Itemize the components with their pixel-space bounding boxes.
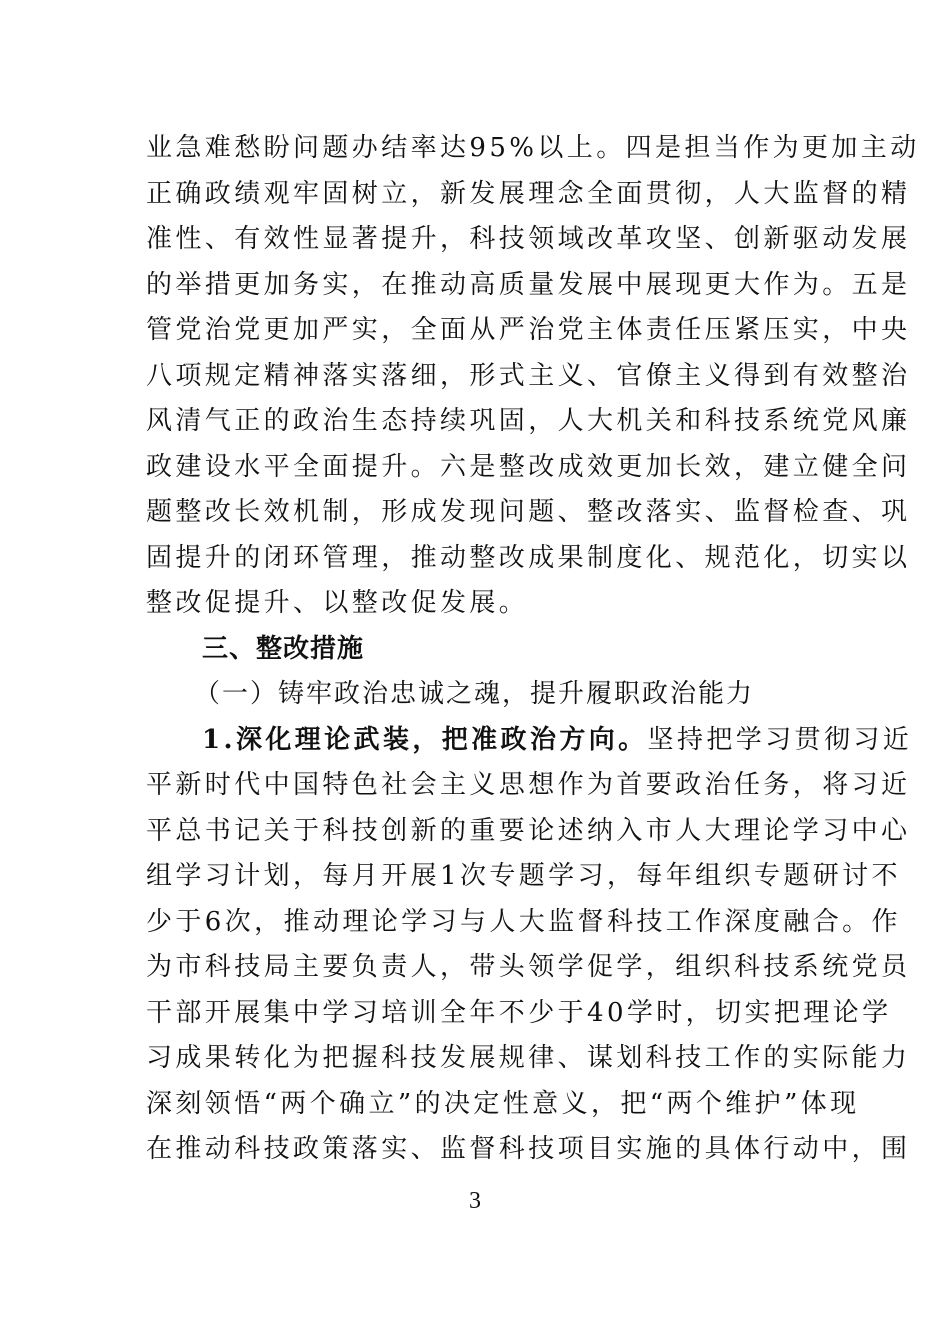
paragraph-line: 深刻领悟“两个确立”的决定性意义，把“两个维护”体现	[146, 1088, 860, 1119]
paragraph-line: 平总书记关于科技创新的重要论述纳入市人大理论学习中心	[146, 815, 911, 846]
paragraph-line: 为市科技局主要负责人，带头领学促学，组织科技系统党员	[146, 952, 911, 982]
item-first-line-text: 坚持把学习贯彻习近	[647, 724, 913, 755]
paragraph-line: 组学习计划，每月开展1次专题学习，每年组织专题研讨不	[146, 861, 901, 891]
paragraph-line: 政建设水平全面提升。六是整改成效更加长效，建立健全问	[146, 451, 911, 482]
paragraph-line: 准性、有效性显著提升，科技领域改革攻坚、创新驱动发展	[146, 224, 911, 254]
paragraph-line: 在推动科技政策落实、监督科技项目实施的具体行动中，围	[146, 1134, 911, 1164]
paragraph-line: 正确政绩观牢固树立，新发展理念全面贯彻，人大监督的精	[146, 178, 911, 209]
paragraph-line: 的举措更加务实，在推动高质量发展中展现更大作为。五是	[146, 269, 911, 300]
section-heading: 三、整改措施	[202, 633, 365, 664]
paragraph-line: 干部开展集中学习培训全年不少于40学时，切实把理论学	[146, 997, 892, 1028]
item-first-line	[146, 718, 913, 764]
paragraph-line: 平新时代中国特色社会主义思想作为首要政治任务，将习近	[146, 770, 911, 800]
paragraph-line: 固提升的闭环管理，推动整改成果制度化、规范化，切实以	[146, 542, 911, 573]
item-bold-title: 1.深化理论武装，把准政治方向。	[202, 724, 648, 755]
paragraph-line: 整改促提升、以整改促发展。	[146, 588, 529, 618]
paragraph-line: 风清气正的政治生态持续巩固，人大机关和科技系统党风廉	[146, 406, 911, 436]
paragraph-line: 题整改长效机制，形成发现问题、整改落实、监督检查、巩	[146, 497, 911, 527]
subsection-heading: （一）铸牢政治忠诚之魂，提升履职政治能力	[194, 679, 755, 709]
paragraph-line: 习成果转化为把握科技发展规律、谋划科技工作的实际能力	[146, 1043, 911, 1073]
paragraph-line: 业急难愁盼问题办结率达95%以上。四是担当作为更加主动	[146, 133, 920, 163]
paragraph-line: 八项规定精神落实落细，形式主义、官僚主义得到有效整治	[146, 360, 911, 391]
paragraph-line: 管党治党更加严实，全面从严治党主体责任压紧压实，中央	[146, 315, 911, 345]
document-body	[146, 126, 920, 1173]
page-number: 3	[469, 1188, 481, 1214]
paragraph-line: 少于6次，推动理论学习与人大监督科技工作深度融合。作	[146, 906, 901, 937]
